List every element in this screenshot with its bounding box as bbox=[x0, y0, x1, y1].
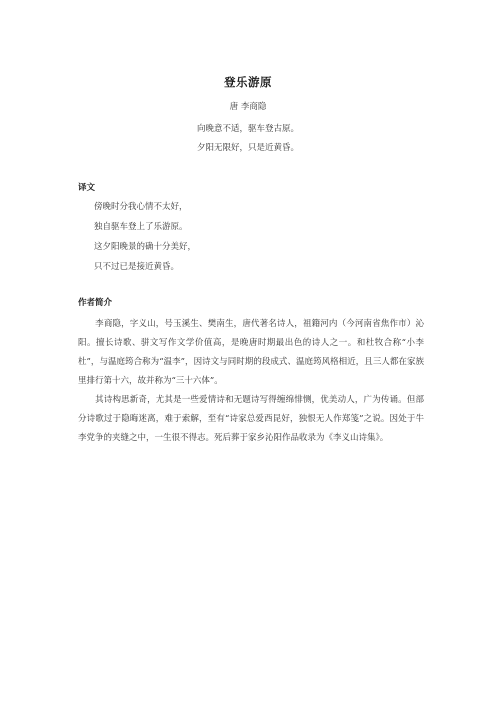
translation-line: 只不过已是接近黄昏。 bbox=[94, 262, 180, 272]
author-intro-paragraph bbox=[78, 391, 424, 448]
paragraph-text: 李商隐，字义山，号玉溪生、樊南生，唐代著名诗人，祖籍河内（今河南省焦作市）沁阳。擅长诗歌、骈文写作文学价值高，是晚唐时期最出色的诗人之一。和杜牧合称“小李杜”，与温庭筠合称为“温李”，因诗文与同时期的段成式、温庭筠风格相近，且三人都在家族里排行第十六，故并称为“三十六体”。 bbox=[78, 319, 424, 386]
author-intro-paragraph bbox=[78, 315, 424, 391]
translation-line: 独自驱车登上了乐游原。 bbox=[94, 222, 188, 232]
poem-line: 夕阳无限好，只是近黄昏。 bbox=[196, 143, 299, 153]
translation-line: 这夕阳晚景的确十分美好， bbox=[94, 242, 197, 252]
translation-heading: 译文 bbox=[78, 183, 96, 193]
poem-line: 向晚意不适，驱车登古原。 bbox=[196, 124, 299, 134]
poem-author: 唐 李商隐 bbox=[229, 102, 267, 112]
paragraph-text: 其诗构思新奇，尤其是一些爱情诗和无题诗写得缠绵悱恻，优美动人，广为传诵。但部分诗歌过于隐晦迷离，难于索解，至有“诗家总爱西昆好，独恨无人作郑笺”之说。因处于牛李党争的夹缝之中，一生很不得志。死后葬于家乡沁阳作品收录为《李义山诗集》。 bbox=[78, 395, 424, 443]
poem-title: 登乐游原 bbox=[224, 75, 272, 89]
author-intro-heading: 作者简介 bbox=[78, 298, 113, 308]
translation-line: 傍晚时分我心情不太好， bbox=[94, 202, 188, 212]
